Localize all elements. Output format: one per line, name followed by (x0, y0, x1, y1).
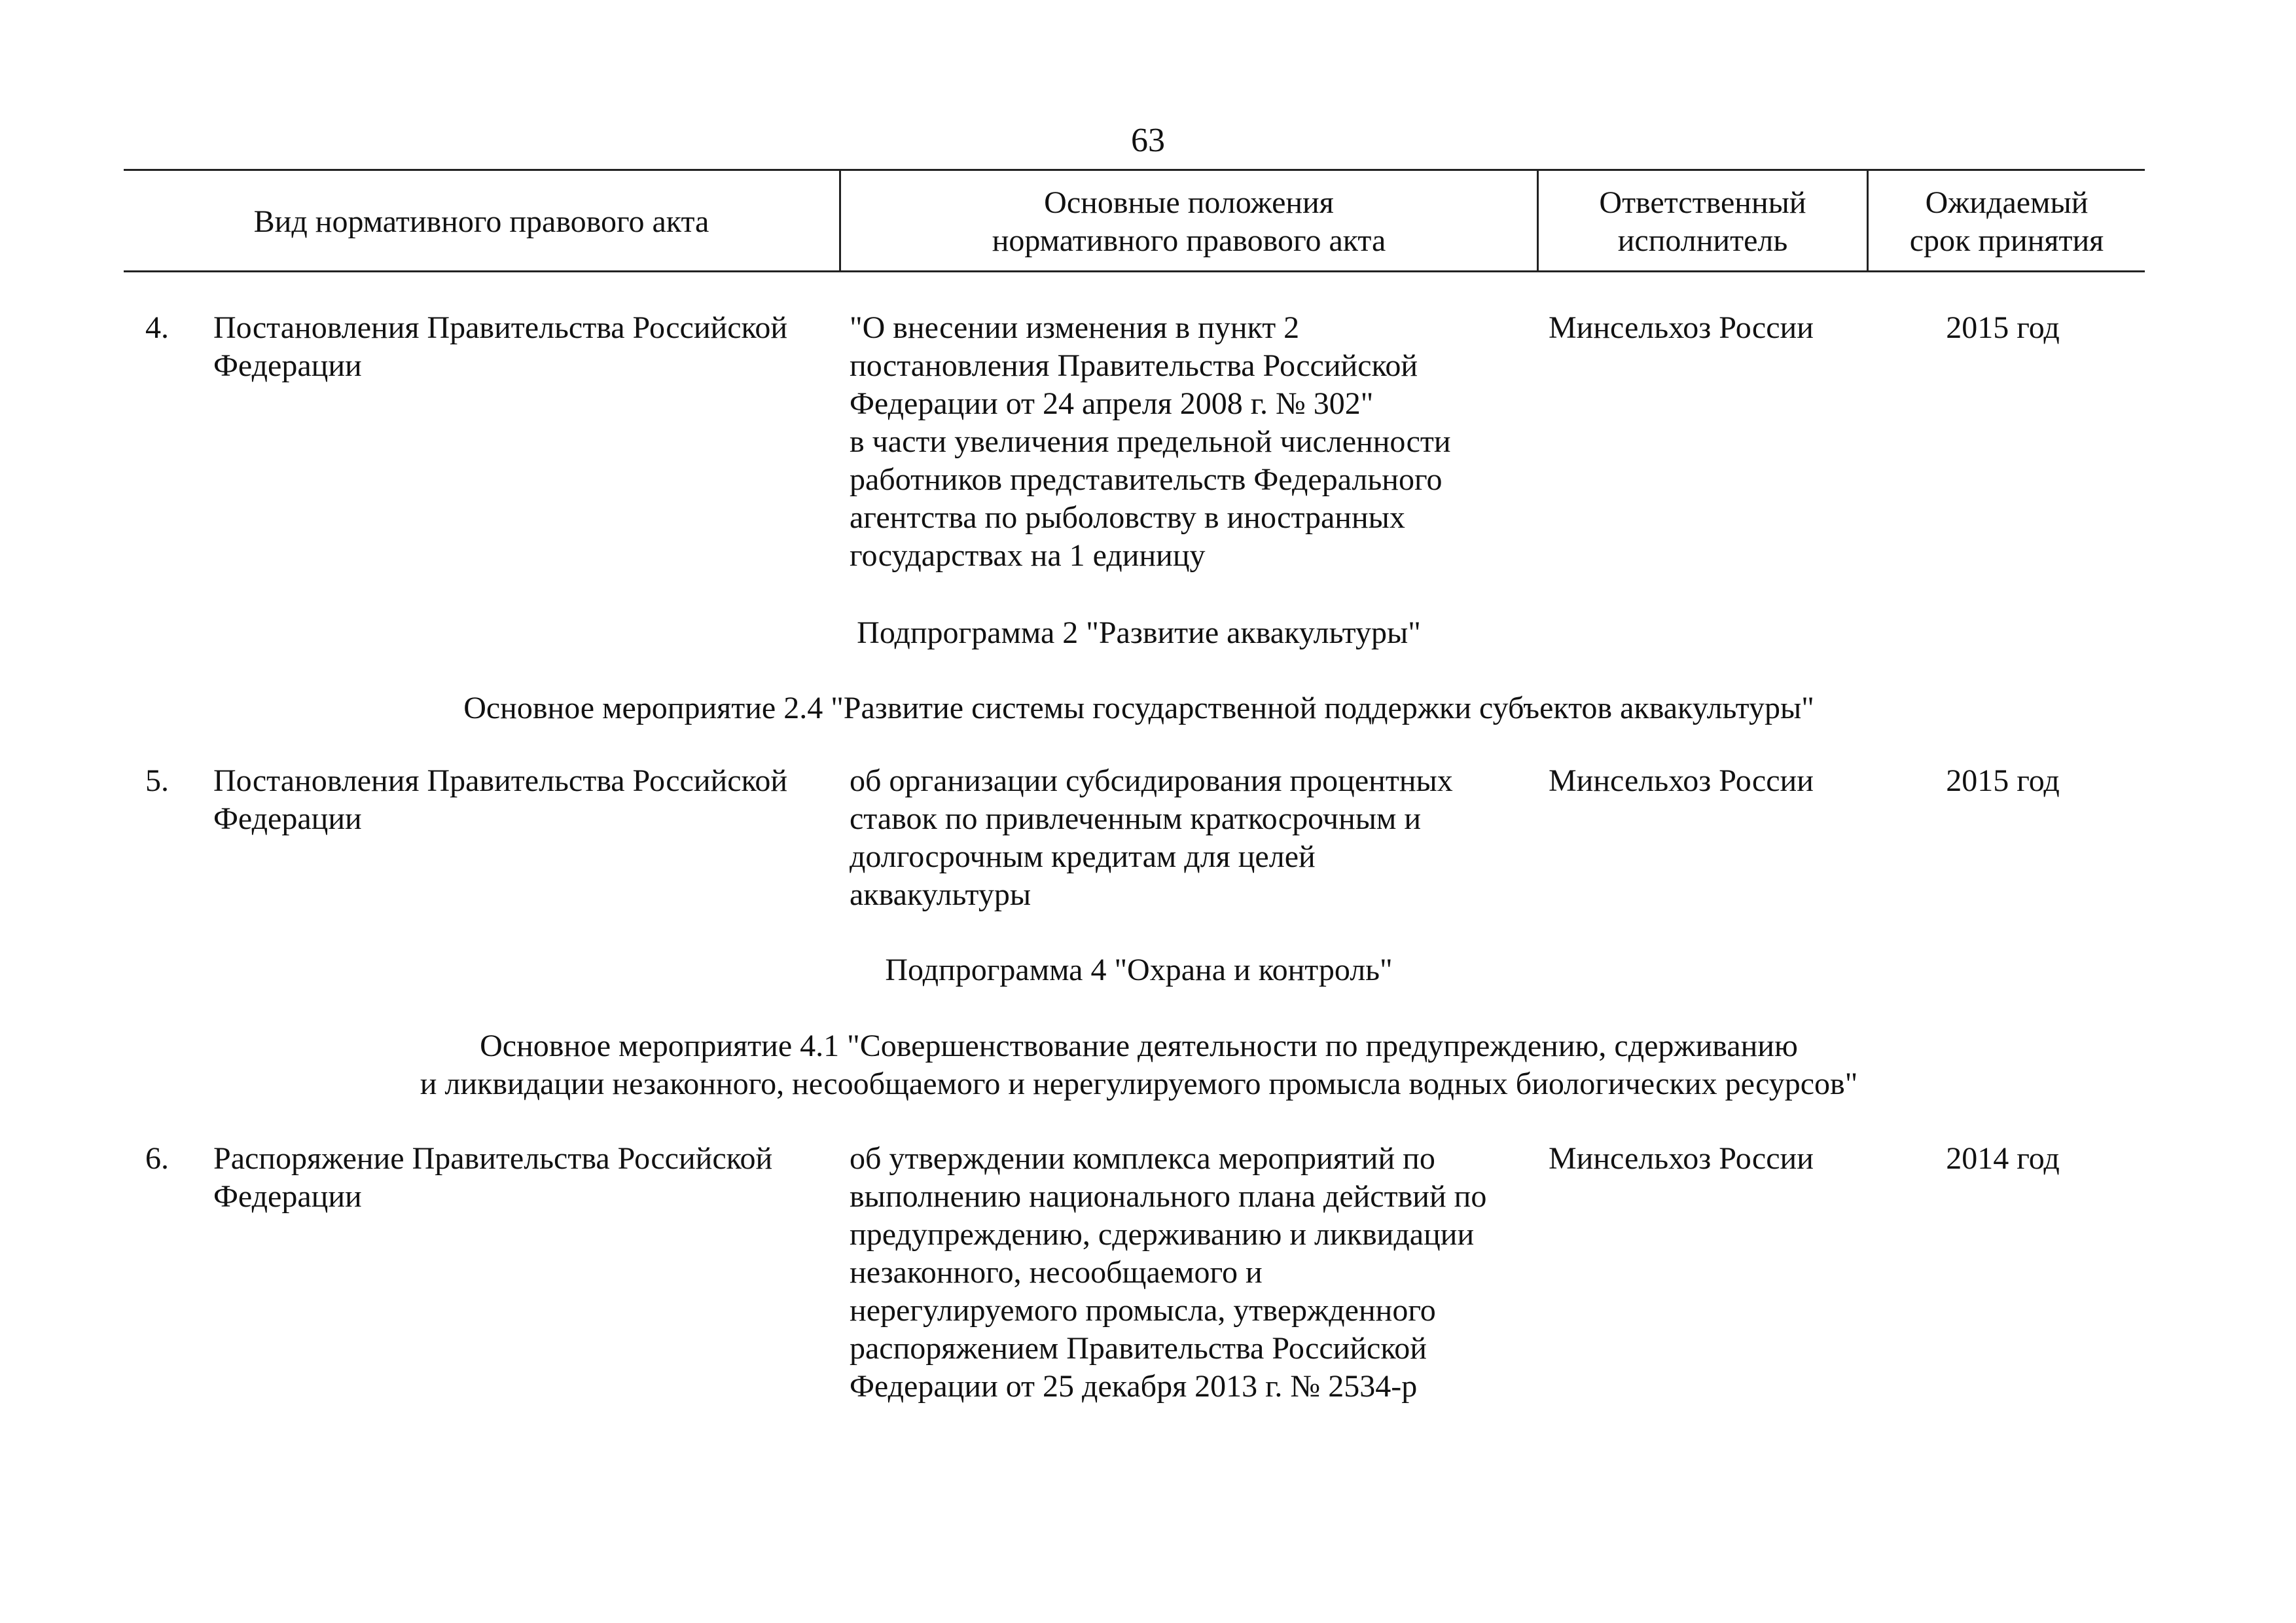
row-kind-line: Федерации (213, 1179, 362, 1214)
row-description-line: Федерации от 24 апреля 2008 г. № 302" (850, 386, 1374, 421)
subprogram-caption: Подпрограмма 2 "Развитие аквакультуры" (857, 615, 1421, 650)
row-kind (213, 309, 829, 385)
column-header-term (1869, 171, 2145, 272)
row-term: 2015 год (1946, 310, 2060, 345)
row-description-line: государствах на 1 единицу (850, 538, 1206, 573)
row-description-line: постановления Правительства Российской (850, 348, 1418, 383)
row-kind-line: Федерации (213, 801, 362, 836)
activity-caption-line: и ликвидации незаконного, несообщаемого и нерегулируемого промысла водных биологических ресурсов" (420, 1067, 1858, 1101)
column-header-responsible-line: Ответственный (1599, 185, 1806, 220)
activity-caption: Основное мероприятие 2.4 "Развитие системы государственной поддержки субъектов аквакультуры" (463, 691, 1814, 725)
column-header-responsible (1539, 171, 1867, 272)
row-description-line: Федерации от 25 декабря 2013 г. № 2534-р (850, 1369, 1418, 1404)
row-description-line: распоряжением Правительства Российской (850, 1331, 1427, 1366)
column-header-term-line: срок принятия (1909, 223, 2104, 258)
row-kind-line: Постановления Правительства Российской (213, 763, 788, 798)
row-number: 5. (145, 763, 169, 798)
row-responsible: Минсельхоз России (1549, 310, 1814, 345)
row-description-line: выполнению национального плана действий по (850, 1179, 1487, 1214)
row-description-line: агентства по рыболовству в иностранных (850, 500, 1405, 535)
activity-caption (196, 1027, 2081, 1103)
row-kind-line: Распоряжение Правительства Российской (213, 1141, 773, 1176)
row-description-line: аквакультуры (850, 877, 1031, 912)
row-description (850, 309, 1543, 575)
row-kind (213, 762, 829, 838)
subprogram-caption: Подпрограмма 4 "Охрана и контроль" (885, 953, 1393, 987)
column-header-kind-text: Вид нормативного правового акта (253, 204, 709, 239)
row-kind (213, 1140, 829, 1216)
row-term: 2014 год (1946, 1141, 2060, 1176)
row-responsible: Минсельхоз России (1549, 763, 1814, 798)
column-header-term-line: Ожидаемый (1925, 185, 2089, 220)
row-description-line: ставок по привлеченным краткосрочным и (850, 801, 1422, 836)
row-description-line: предупреждению, сдерживанию и ликвидации (850, 1217, 1475, 1252)
activity-caption-line: Основное мероприятие 4.1 "Совершенствование деятельности по предупреждению, сдерживанию (480, 1029, 1798, 1063)
row-description-line: незаконного, несообщаемого и (850, 1255, 1263, 1290)
row-description-line: об утверждении комплекса мероприятий по (850, 1141, 1435, 1176)
row-term: 2015 год (1946, 763, 2060, 798)
row-description-line: долгосрочным кредитам для целей (850, 839, 1316, 874)
row-description (850, 1140, 1543, 1406)
row-description (850, 762, 1543, 914)
column-header-responsible-line: исполнитель (1617, 223, 1788, 258)
row-description-line: в части увеличения предельной численности (850, 424, 1451, 459)
row-responsible: Минсельхоз России (1549, 1141, 1814, 1176)
column-header-kind (124, 171, 839, 272)
column-header-provisions-line: нормативного правового акта (992, 223, 1386, 258)
row-number: 4. (145, 310, 169, 345)
row-description-line: "О внесении изменения в пункт 2 (850, 310, 1300, 345)
row-number: 6. (145, 1141, 169, 1176)
row-description-line: об организации субсидирования процентных (850, 763, 1453, 798)
column-header-provisions-line: Основные положения (1044, 185, 1334, 220)
page-number: 63 (1131, 122, 1165, 159)
row-kind-line: Федерации (213, 348, 362, 383)
row-description-line: работников представительств Федерального (850, 462, 1443, 497)
column-header-provisions (841, 171, 1537, 272)
row-kind-line: Постановления Правительства Российской (213, 310, 788, 345)
row-description-line: нерегулируемого промысла, утвержденного (850, 1293, 1436, 1328)
